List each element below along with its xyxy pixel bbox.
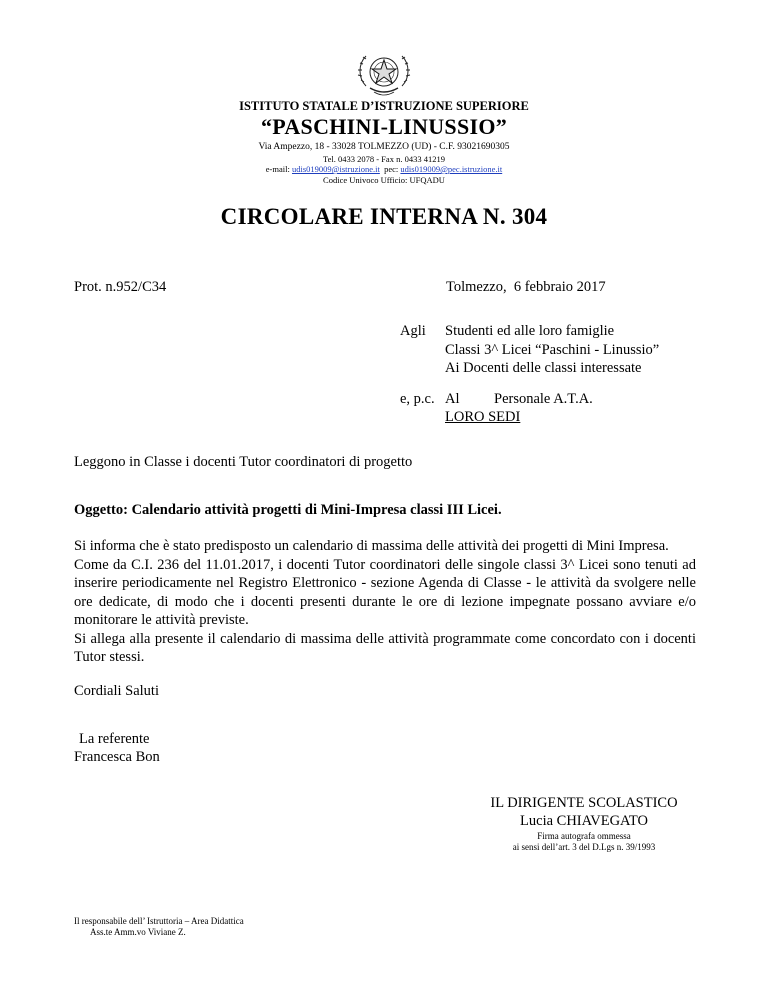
addressee-line: Ai Docenti delle classi interessate bbox=[445, 360, 642, 376]
director-block bbox=[480, 794, 688, 830]
protocol-number: Prot. n.952/C34 bbox=[74, 279, 167, 295]
read-in-class-note: Leggono in Classe i docenti Tutor coordinatori di progetto bbox=[74, 454, 413, 470]
addressee-line: Studenti ed alle loro famiglie bbox=[445, 323, 615, 339]
addressee-line: Classi 3^ Licei “Paschini - Linussio” bbox=[445, 341, 660, 358]
place-date: Tolmezzo, 6 febbraio 2017 bbox=[446, 279, 606, 295]
office-code: Codice Univoco Ufficio: UFQADU bbox=[323, 175, 445, 185]
addressee-list bbox=[445, 322, 659, 378]
director-title: IL DIRIGENTE SCOLASTICO bbox=[490, 795, 678, 811]
circular-title: CIRCOLARE INTERNA N. 304 bbox=[220, 204, 548, 229]
cc-recipient: Personale A.T.A. bbox=[494, 391, 593, 407]
cc-location: LORO SEDI bbox=[445, 409, 521, 425]
school-address: Via Ampezzo, 18 - 33028 TOLMEZZO (UD) - C.F. 93021690305 bbox=[258, 142, 510, 152]
italian-republic-emblem-icon bbox=[354, 48, 414, 100]
email-label: e-mail: bbox=[265, 164, 292, 174]
pec-label: pec: bbox=[379, 164, 401, 174]
cc-label: e, p.c. bbox=[400, 391, 435, 407]
director-name: Lucia CHIAVEGATO bbox=[520, 813, 648, 829]
signature-note bbox=[480, 831, 688, 853]
body-paragraph: Si informa che è stato predisposto un calendario di massima delle attività dei progetti di Mini Impresa. bbox=[74, 538, 669, 554]
body-paragraph: Come da C.I. 236 del 11.01.2017, i docenti Tutor coordinatori delle singole classi 3^ Licei sono tenuti ad inserire periodicamente nel Registro Elettronico - sezione Agenda di Classe - le attività da svolgere nelle ore dedicate, di modo che i docenti presenti durante le ore di lezione impegnate possano avviare e/o monitorare le attività previste. bbox=[74, 556, 696, 628]
responsible-officer: Il responsabile dell’ Istruttoria – Area Didattica bbox=[74, 916, 244, 926]
school-phone: Tel. 0433 2078 - Fax n. 0433 41219 bbox=[323, 154, 445, 164]
signature-note-line: Firma autografa ommessa bbox=[537, 831, 631, 841]
institute-type: ISTITUTO STATALE D’ISTRUZIONE SUPERIORE bbox=[239, 99, 529, 113]
email-link[interactable]: udis019009@istruzione.it bbox=[291, 164, 380, 174]
addressee-label: Agli bbox=[400, 323, 426, 339]
subject-line: Oggetto: Calendario attività progetti di Mini-Impresa classi III Licei. bbox=[74, 502, 502, 518]
referent-name: Francesca Bon bbox=[74, 749, 160, 765]
school-contacts bbox=[0, 164, 768, 174]
pec-link[interactable]: udis019009@pec.istruzione.it bbox=[400, 164, 503, 174]
administrative-assistant: Ass.te Amm.vo Viviane Z. bbox=[90, 927, 186, 937]
body-paragraph: Si allega alla presente il calendario di massima delle attività programmate come concordato con i docenti Tutor stessi. bbox=[74, 630, 696, 665]
school-name: “PASCHINI-LINUSSIO” bbox=[260, 114, 508, 139]
closing-greeting: Cordiali Saluti bbox=[74, 683, 159, 699]
cc-prefix: Al bbox=[445, 391, 460, 407]
referent-role: La referente bbox=[79, 731, 150, 747]
signature-note-line: ai sensi dell’art. 3 del D.Lgs n. 39/1993 bbox=[512, 842, 656, 852]
body-text bbox=[74, 537, 696, 667]
